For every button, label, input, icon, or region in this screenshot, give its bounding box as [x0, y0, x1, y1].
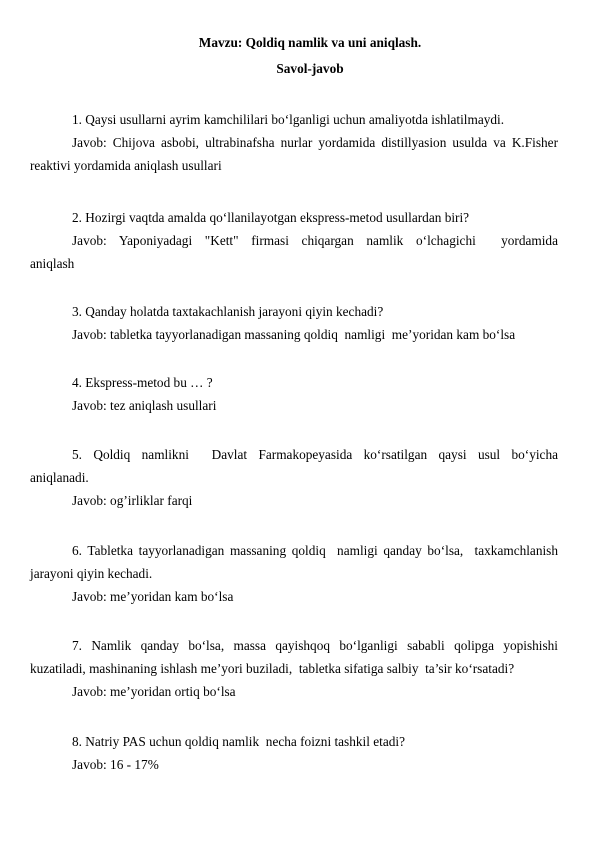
question-7: 7. Namlik qanday bo‘lsa, massa qayishqoq bo‘lganligi sababli qolipga yopishishi — [72, 638, 558, 653]
answer-4: Javob: tez aniqlash usullari — [72, 398, 217, 413]
question-2: 2. Hozirgi vaqtda amalda qo‘llanilayotgan ekspress-metod usullardan biri? — [72, 210, 470, 225]
answer-8: Javob: 16 - 17% — [72, 757, 159, 772]
qa-item-3 — [30, 302, 558, 345]
qa-item-6 — [30, 541, 558, 607]
answer-7: Javob: me’yoridan ortiq bo‘lsa — [72, 684, 236, 699]
document-subtitle: Savol-javob — [276, 61, 344, 76]
question-7-cont: kuzatiladi, mashinaning ishlash me’yori buziladi, tabletka sifatiga salbiy ta’sir ko‘rsatadi? — [30, 661, 515, 676]
qa-item-4 — [30, 373, 558, 416]
question-3: 3. Qanday holatda taxtakachlanish jarayoni qiyin kechadi? — [72, 304, 384, 319]
qa-item-2 — [30, 208, 558, 274]
question-1: 1. Qaysi usullarni ayrim kamchililari bo‘lganligi uchun amaliyotda ishlatilmaydi. — [72, 112, 505, 127]
answer-6: Javob: me’yoridan kam bo‘lsa — [72, 589, 234, 604]
qa-item-5 — [30, 445, 558, 511]
qa-item-1 — [30, 110, 558, 176]
answer-5: Javob: og’irliklar farqi — [72, 493, 193, 508]
question-5: 5. Qoldiq namlikni Davlat Farmakopeyasida ko‘rsatilgan qaysi usul bo‘yicha — [72, 447, 558, 462]
question-4: 4. Ekspress-metod bu … ? — [72, 375, 213, 390]
answer-1-cont: reaktivi yordamida aniqlash usullari — [30, 158, 222, 173]
question-8: 8. Natriy PAS uchun qoldiq namlik necha foizni tashkil etadi? — [72, 734, 405, 749]
qa-item-7 — [30, 636, 558, 702]
answer-3: Javob: tabletka tayyorlanadigan massaning qoldiq namligi me’yoridan kam bo‘lsa — [72, 327, 516, 342]
qa-item-8 — [30, 732, 558, 775]
answer-1: Javob: Chijova asbobi, ultrabinafsha nurlar yordamida distillyasion usulda va K.Fisher — [72, 135, 558, 150]
question-5-cont: aniqlanadi. — [30, 470, 89, 485]
question-6-cont: jarayoni qiyin kechadi. — [30, 566, 153, 581]
document-title: Mavzu: Qoldiq namlik va uni aniqlash. — [198, 35, 422, 50]
question-6: 6. Tabletka tayyorlanadigan massaning qoldiq namligi qanday bo‘lsa, taxkamchlanish — [72, 543, 558, 558]
answer-2-cont: aniqlash — [30, 256, 75, 271]
answer-2: Javob: Yaponiyadagi "Kett" firmasi chiqargan namlik o‘lchagichi yordamida — [72, 233, 558, 248]
